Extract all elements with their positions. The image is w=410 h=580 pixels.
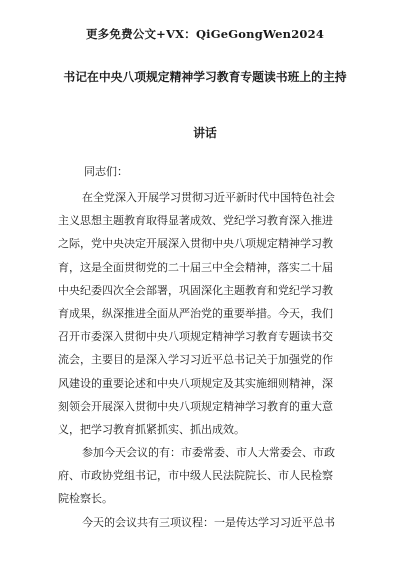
body-line: 中央纪委四次全会部署，巩固深化主题教育和党纪学习教 xyxy=(58,283,333,297)
body-line: 风建设的重要论述和中央八项规定及其实施细则精神，深 xyxy=(58,376,333,390)
body-line: 主义思想主题教育取得显著成效、党纪学习教育深入推进 xyxy=(58,214,333,228)
document-body xyxy=(58,186,358,534)
watermark-header: 更多免费公文+VX：QiGeGongWen2024 xyxy=(85,27,325,41)
body-line: 参加今天会议的有：市委常委、市人大常委会、市政 xyxy=(82,446,335,460)
document-title: 书记在中央八项规定精神学习教育专题读书班上的主持 xyxy=(63,70,347,84)
body-line: 流会，主要目的是深入学习习近平总书记关于加强党的作 xyxy=(58,353,333,367)
body-line: 刻领会开展深入贯彻中央八项规定精神学习教育的重大意 xyxy=(58,399,333,413)
body-line: 今天的会议共有三项议程：一是传达学习习近平总书 xyxy=(82,515,335,529)
greeting: 同志们： xyxy=(84,165,128,178)
body-line: 育，这是全面贯彻党的二十届三中全会精神，落实二十届 xyxy=(58,260,333,274)
body-line: 召开市委深入贯彻中央八项规定精神学习教育专题读书交 xyxy=(58,330,333,344)
body-line: 之际，党中央决定开展深入贯彻中央八项规定精神学习教 xyxy=(58,237,333,251)
body-line: 院检察长。 xyxy=(58,492,113,506)
body-line: 育成果，纵深推进全面从严治党的重要举措。今天，我们 xyxy=(58,306,333,320)
body-line: 府、市政协党组书记，市中级人民法院院长、市人民检察 xyxy=(58,469,333,483)
document-title-continuation: 讲话 xyxy=(193,126,217,140)
body-line: 在全党深入开展学习贯彻习近平新时代中国特色社会 xyxy=(82,191,335,204)
body-line: 义，把学习教育抓紧抓实、抓出成效。 xyxy=(58,422,245,436)
